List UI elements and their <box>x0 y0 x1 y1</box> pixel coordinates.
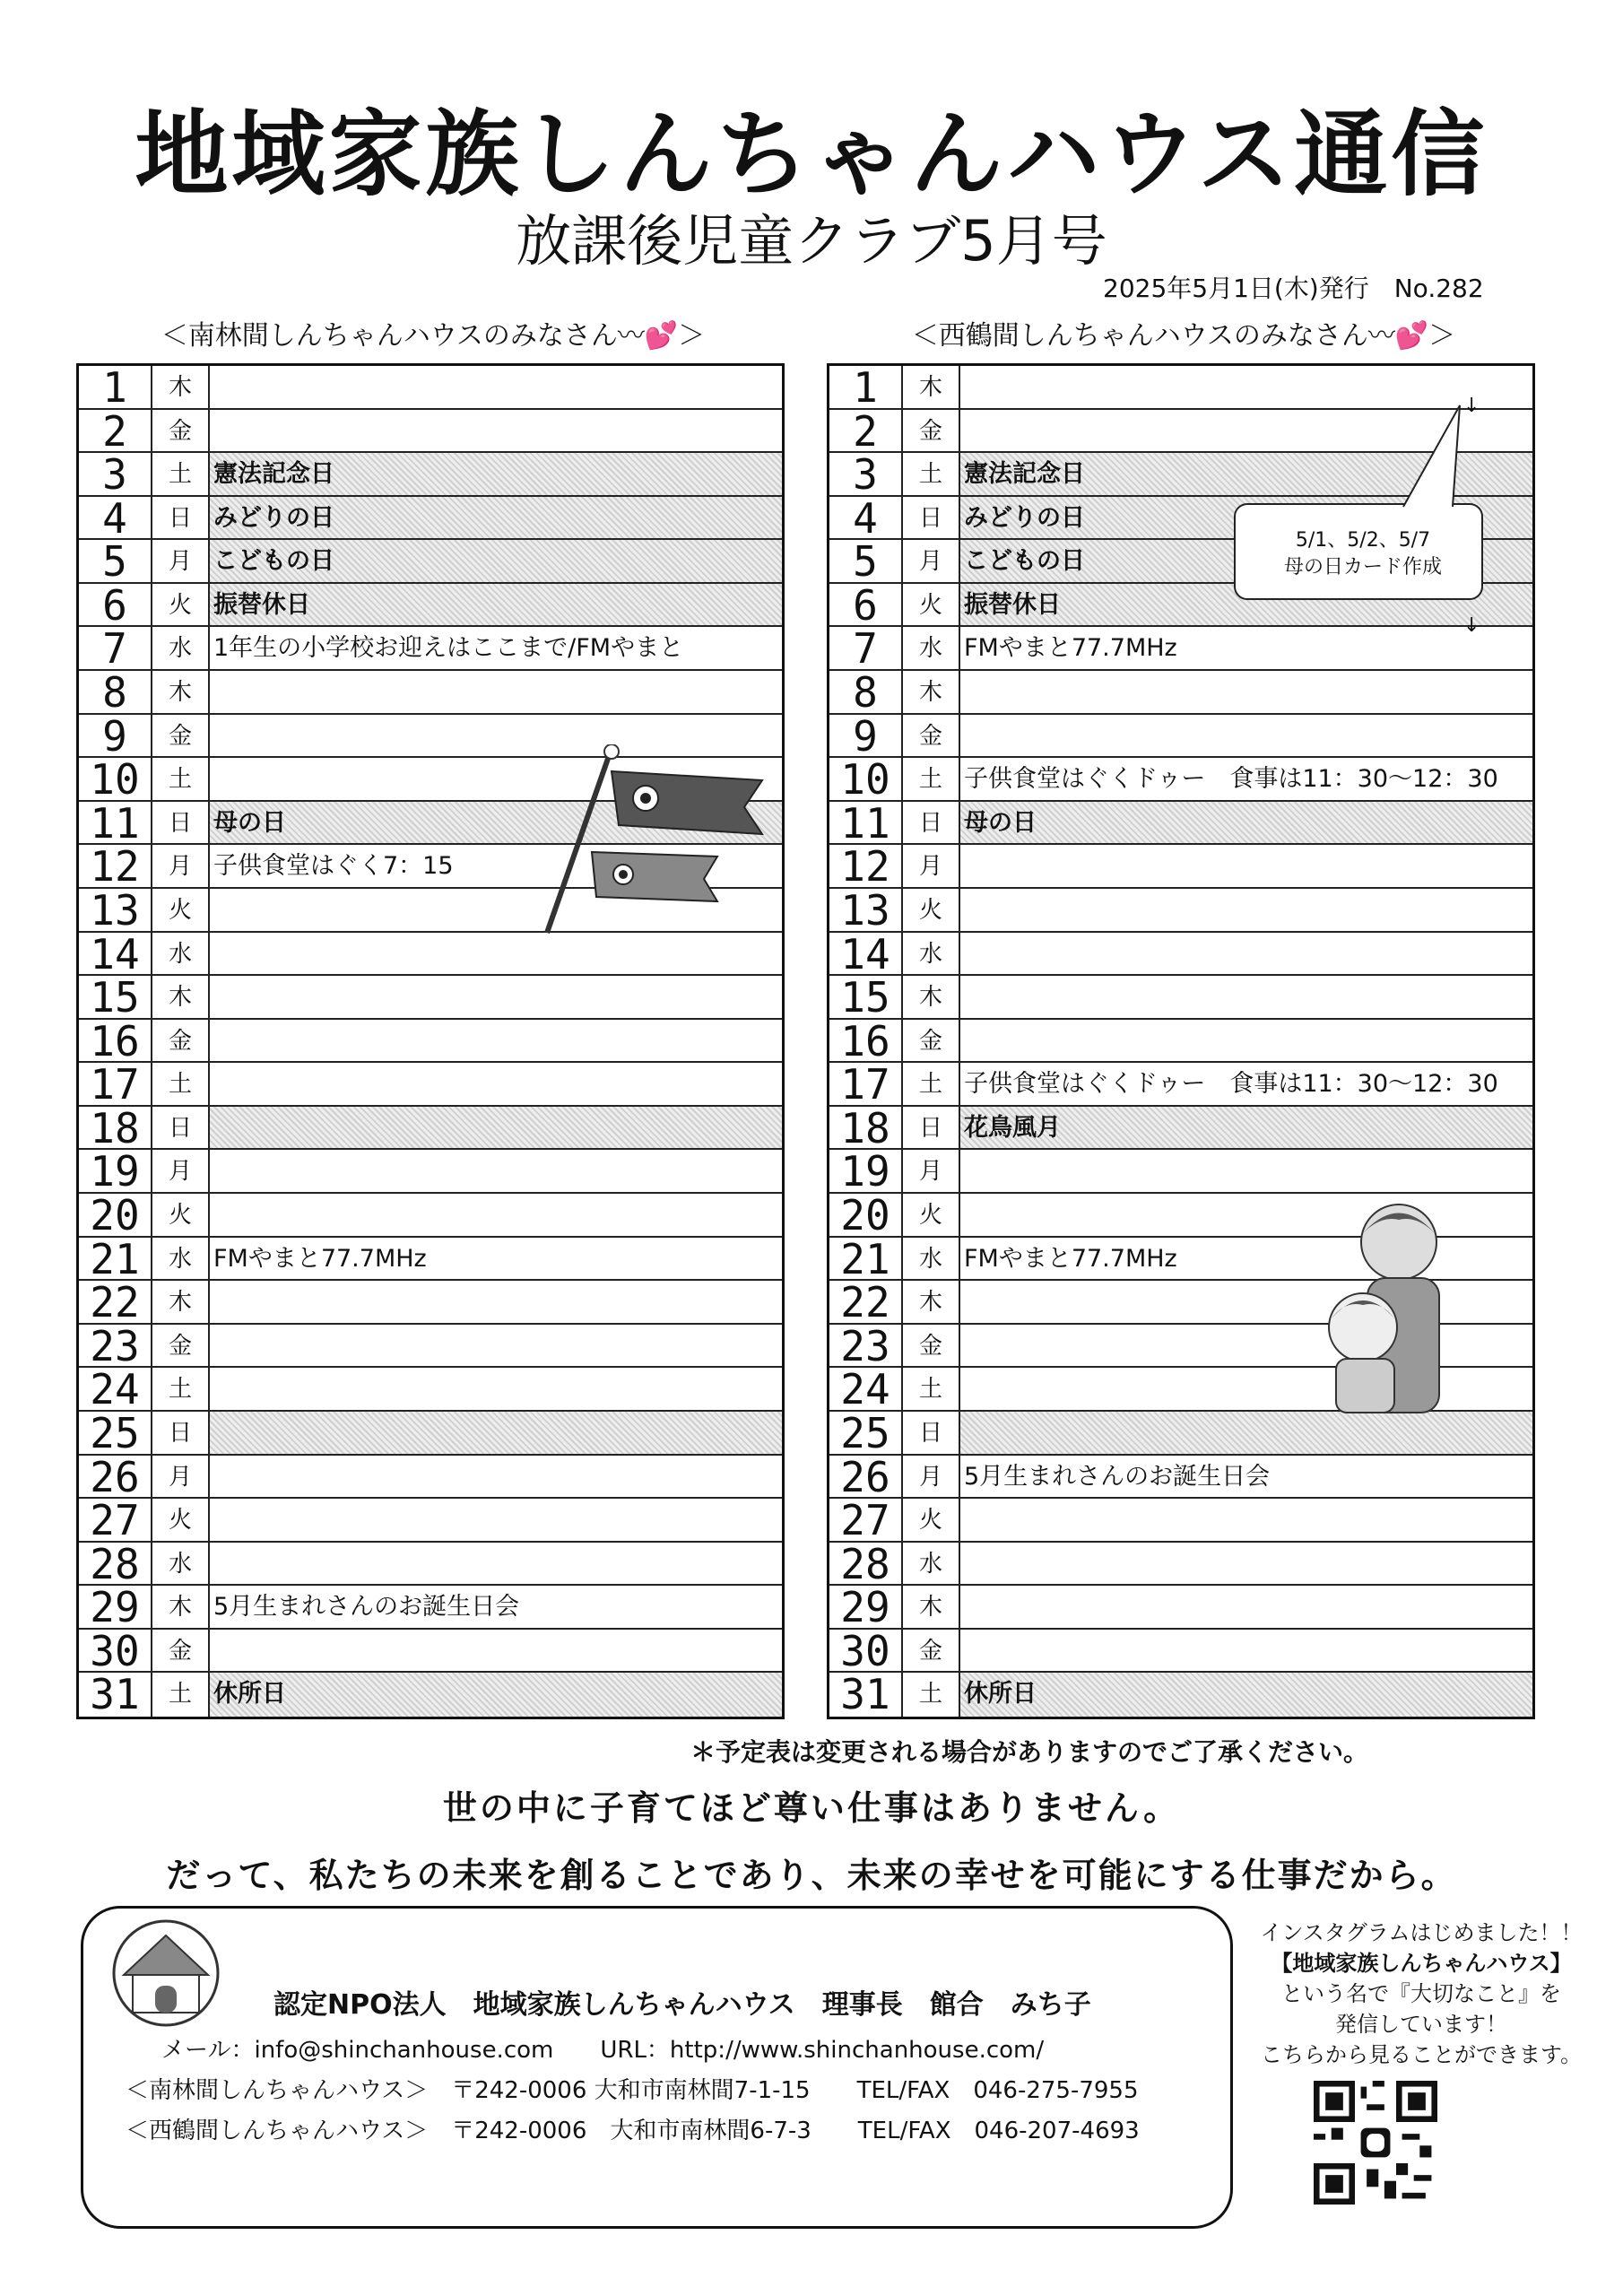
weekday: 日 <box>903 802 960 844</box>
event-text: 振替休日 <box>210 584 782 626</box>
weekday: 水 <box>152 627 210 669</box>
left-calendar-heading: ＜南林間しんちゃんハウスのみなさん〰💕＞ <box>161 320 706 352</box>
calendar-row <box>79 1060 782 1109</box>
day-number: 23 <box>829 1325 903 1367</box>
day-number: 12 <box>829 845 903 887</box>
branch-minamirinkan: ＜南林間しんちゃんハウス＞ 〒242-0006 大和市南林間7-1-15 TEL/FAX 046-275-7955 <box>126 2077 1139 2104</box>
event-text <box>213 1194 778 1236</box>
weekday: 日 <box>903 497 960 539</box>
weekday: 水 <box>903 933 960 975</box>
calendar-row <box>829 1583 1532 1632</box>
event-text: 休所日 <box>960 1673 1532 1717</box>
weekday: 月 <box>152 845 210 887</box>
day-number: 13 <box>829 889 903 931</box>
event-text <box>213 1368 778 1410</box>
day-number: 30 <box>79 1630 152 1672</box>
day-number: 4 <box>829 497 903 539</box>
event-text <box>213 366 778 408</box>
day-number: 14 <box>829 933 903 975</box>
issue-info: 2025年5月1日(木)発行 No.282 <box>1103 274 1484 303</box>
weekday: 土 <box>152 758 210 800</box>
day-number: 24 <box>79 1368 152 1410</box>
insta-line-2: 【地域家族しんちゃんハウス】 <box>1271 1951 1572 1976</box>
event-text <box>210 1107 782 1149</box>
weekday: 金 <box>903 410 960 452</box>
calendar-row <box>829 1408 1532 1457</box>
insta-line-3: という名で『大切なこと』を <box>1281 1981 1561 2006</box>
day-number: 16 <box>829 1020 903 1062</box>
weekday: 日 <box>152 802 210 844</box>
day-number: 9 <box>79 715 152 757</box>
day-number: 4 <box>79 497 152 539</box>
calendar-row <box>79 580 782 630</box>
day-number: 31 <box>829 1673 903 1717</box>
day-number: 17 <box>79 1063 152 1105</box>
event-text <box>213 1325 778 1367</box>
day-number: 19 <box>829 1150 903 1192</box>
event-text <box>213 1281 778 1323</box>
day-number: 26 <box>829 1456 903 1498</box>
day-number: 26 <box>79 1456 152 1498</box>
event-text: FMやまと77.7MHz <box>964 634 1177 663</box>
weekday: 木 <box>152 1281 210 1323</box>
callout-pointer <box>1399 395 1471 511</box>
weekday: 土 <box>903 1368 960 1410</box>
weekday: 金 <box>903 1020 960 1062</box>
weekday: 月 <box>152 1150 210 1192</box>
weekday: 月 <box>903 1456 960 1498</box>
event-text: こどもの日 <box>960 540 1532 582</box>
weekday: 水 <box>903 627 960 669</box>
event-text: 5月生まれさんのお誕生日会 <box>213 1593 520 1622</box>
day-number: 12 <box>79 845 152 887</box>
calendar-row <box>829 624 1532 674</box>
weekday: 金 <box>903 715 960 757</box>
day-number: 14 <box>79 933 152 975</box>
day-number: 3 <box>79 453 152 495</box>
day-number: 3 <box>829 453 903 495</box>
calendar-row <box>829 973 1532 1022</box>
calendar-row <box>829 1452 1532 1501</box>
callout-text <box>1251 527 1475 581</box>
day-number: 6 <box>829 584 903 626</box>
calendar-row <box>79 1539 782 1588</box>
weekday: 水 <box>152 1543 210 1585</box>
down-arrow-icon: ↓ <box>1463 614 1480 637</box>
weekday: 金 <box>152 410 210 452</box>
event-text <box>213 1150 778 1192</box>
day-number: 17 <box>829 1063 903 1105</box>
weekday: 木 <box>152 976 210 1018</box>
event-text <box>964 715 1529 757</box>
event-text <box>964 1150 1529 1192</box>
right-calendar-heading: ＜西鶴間しんちゃんハウスのみなさん〰💕＞ <box>911 320 1456 352</box>
weekday: 日 <box>152 1107 210 1149</box>
calendar-row <box>79 668 782 718</box>
day-number: 10 <box>829 758 903 800</box>
day-number: 13 <box>79 889 152 931</box>
event-text: 憲法記念日 <box>960 453 1532 495</box>
weekday: 土 <box>152 1368 210 1410</box>
calendar-row <box>829 1060 1532 1109</box>
day-number: 8 <box>79 671 152 713</box>
weekday: 木 <box>903 976 960 1018</box>
event-text <box>213 1063 778 1105</box>
calendar-row <box>829 929 1532 978</box>
weekday: 日 <box>152 1412 210 1454</box>
mother-child-illustration <box>1300 1193 1471 1417</box>
organization-name: 認定NPO法人 地域家族しんちゃんハウス 理事長 館合 みち子 <box>273 1989 1091 2021</box>
event-text <box>964 1020 1529 1062</box>
calendar-row <box>79 973 782 1022</box>
left-calendar <box>76 363 785 1719</box>
day-number: 19 <box>79 1150 152 1192</box>
day-number: 24 <box>829 1368 903 1410</box>
event-text: 母の日 <box>210 802 782 844</box>
day-number: 15 <box>829 976 903 1018</box>
weekday: 火 <box>903 1499 960 1541</box>
insta-line-4: 発信しています！ <box>1335 2012 1507 2037</box>
weekday: 金 <box>903 1630 960 1672</box>
day-number: 1 <box>829 366 903 408</box>
event-text <box>964 671 1529 713</box>
day-number: 18 <box>79 1107 152 1149</box>
weekday: 火 <box>903 1194 960 1236</box>
newsletter-title: 地域家族しんちゃんハウス通信 <box>135 100 1488 209</box>
event-text: 子供食堂はぐくドゥー 食事は11：30～12：30 <box>964 765 1498 794</box>
calendar-row <box>79 363 782 412</box>
event-text <box>964 1586 1529 1628</box>
schedule-note: ＊予定表は変更される場合がありますのでご了承ください。 <box>690 1737 1369 1767</box>
event-text: 子供食堂はぐくドゥー 食事は11：30～12：30 <box>964 1070 1498 1099</box>
weekday: 水 <box>152 1238 210 1280</box>
weekday: 火 <box>903 584 960 626</box>
day-number: 5 <box>829 540 903 582</box>
calendar-row <box>829 798 1532 848</box>
calendar-row <box>79 1234 782 1283</box>
event-text <box>213 1543 778 1585</box>
weekday: 月 <box>152 1456 210 1498</box>
event-text <box>213 976 778 1018</box>
day-number: 28 <box>829 1543 903 1585</box>
calendar-row <box>79 450 782 500</box>
day-number: 11 <box>829 802 903 844</box>
event-text <box>213 1456 778 1498</box>
event-text <box>964 889 1529 931</box>
calendar-row <box>829 1016 1532 1065</box>
day-number: 9 <box>829 715 903 757</box>
calendar-row <box>79 1147 782 1196</box>
calendar-row <box>79 406 782 456</box>
weekday: 土 <box>903 1673 960 1717</box>
weekday: 月 <box>152 540 210 582</box>
day-number: 18 <box>829 1107 903 1149</box>
day-number: 5 <box>79 540 152 582</box>
weekday: 木 <box>152 366 210 408</box>
calendar-row <box>79 1191 782 1240</box>
weekday: 土 <box>903 758 960 800</box>
day-number: 8 <box>829 671 903 713</box>
newsletter-subtitle: 放課後児童クラブ5月号 <box>516 208 1107 274</box>
calendar-row <box>829 711 1532 761</box>
weekday: 金 <box>903 1325 960 1367</box>
event-text <box>210 1412 782 1454</box>
weekday: 火 <box>152 1499 210 1541</box>
calendar-row <box>829 1626 1532 1675</box>
event-text <box>213 1499 778 1541</box>
event-text <box>213 410 778 452</box>
event-text <box>964 1499 1529 1541</box>
calendar-row <box>79 1452 782 1501</box>
weekday: 木 <box>152 671 210 713</box>
event-text: みどりの日 <box>960 497 1532 539</box>
calendar-row <box>829 1670 1532 1719</box>
contact-info: メール：info@shinchanhouse.com URL：http://www.shinchanhouse.com/ <box>161 2037 1045 2064</box>
branch-nishitsurumaki: ＜西鶴間しんちゃんハウス＞ 〒242-0006 大和市南林間6-7-3 TEL/FAX 046-207-4693 <box>126 2118 1140 2144</box>
event-text: 憲法記念日 <box>210 453 782 495</box>
event-text <box>964 933 1529 975</box>
weekday: 土 <box>152 1063 210 1105</box>
weekday: 木 <box>903 671 960 713</box>
weekday: 土 <box>152 453 210 495</box>
day-number: 21 <box>829 1238 903 1280</box>
day-number: 15 <box>79 976 152 1018</box>
day-number: 20 <box>79 1194 152 1236</box>
weekday: 水 <box>903 1238 960 1280</box>
weekday: 木 <box>903 366 960 408</box>
weekday: 月 <box>903 845 960 887</box>
day-number: 1 <box>79 366 152 408</box>
event-text <box>964 976 1529 1018</box>
day-number: 27 <box>79 1499 152 1541</box>
weekday: 火 <box>152 889 210 931</box>
calendar-row <box>79 1496 782 1545</box>
event-text: 休所日 <box>210 1673 782 1717</box>
calendar-row <box>829 1147 1532 1196</box>
calendar-row <box>79 1321 782 1370</box>
calendar-row <box>79 537 782 587</box>
calendar-row <box>79 1583 782 1632</box>
day-number: 11 <box>79 802 152 844</box>
qr-code-icon[interactable] <box>1314 2081 1437 2205</box>
weekday: 日 <box>152 497 210 539</box>
weekday: 木 <box>903 1281 960 1323</box>
footer-box <box>81 1906 1233 2229</box>
day-number: 25 <box>79 1412 152 1454</box>
calendar-row <box>829 1539 1532 1588</box>
event-text: 1年生の小学校お迎えはここまで/FMやまと <box>213 634 684 663</box>
calendar-row <box>79 1016 782 1065</box>
weekday: 土 <box>903 453 960 495</box>
event-text: こどもの日 <box>210 540 782 582</box>
calendar-row <box>79 1626 782 1675</box>
insta-line-1: インスタグラムはじめました！！ <box>1260 1920 1583 1945</box>
slogan-line-1: 世の中に子育てほど尊い仕事はありません。 <box>442 1788 1181 1828</box>
day-number: 31 <box>79 1673 152 1717</box>
event-text: 振替休日 <box>960 584 1532 626</box>
weekday: 水 <box>152 933 210 975</box>
weekday: 木 <box>903 1586 960 1628</box>
weekday: 月 <box>903 1150 960 1192</box>
day-number: 28 <box>79 1543 152 1585</box>
day-number: 6 <box>79 584 152 626</box>
weekday: 金 <box>152 1630 210 1672</box>
weekday: 日 <box>903 1412 960 1454</box>
day-number: 29 <box>79 1586 152 1628</box>
day-number: 22 <box>79 1281 152 1323</box>
event-text <box>964 845 1529 887</box>
calendar-row <box>829 755 1532 804</box>
day-number: 10 <box>79 758 152 800</box>
calendar-row <box>829 842 1532 891</box>
weekday: 火 <box>152 1194 210 1236</box>
weekday: 土 <box>903 1063 960 1105</box>
day-number: 7 <box>829 627 903 669</box>
event-text: FMやまと77.7MHz <box>213 1244 427 1273</box>
day-number: 30 <box>829 1630 903 1672</box>
callout-line-2: 母の日カード作成 <box>1283 556 1442 578</box>
event-text: FMやまと77.7MHz <box>964 1244 1177 1273</box>
day-number: 16 <box>79 1020 152 1062</box>
calendar-row <box>79 493 782 543</box>
day-number: 22 <box>829 1281 903 1323</box>
calendar-row <box>829 885 1532 935</box>
calendar-row <box>79 624 782 674</box>
day-number: 2 <box>829 410 903 452</box>
day-number: 21 <box>79 1238 152 1280</box>
weekday: 金 <box>152 1325 210 1367</box>
event-text <box>964 1543 1529 1585</box>
weekday: 火 <box>903 889 960 931</box>
day-number: 2 <box>79 410 152 452</box>
calendar-row <box>79 1103 782 1152</box>
down-arrow-icon: ↓ <box>1463 395 1480 417</box>
callout-line-1: 5/1、5/2、5/7 <box>1295 529 1431 552</box>
weekday: 月 <box>903 540 960 582</box>
calendar-row <box>829 1496 1532 1545</box>
day-number: 23 <box>79 1325 152 1367</box>
event-text <box>960 1412 1532 1454</box>
event-text: 5月生まれさんのお誕生日会 <box>964 1462 1271 1491</box>
day-number: 20 <box>829 1194 903 1236</box>
event-text <box>213 1630 778 1672</box>
instagram-notice <box>1242 1918 1601 2070</box>
weekday: 金 <box>152 1020 210 1062</box>
calendar-row <box>829 1103 1532 1152</box>
weekday: 火 <box>152 584 210 626</box>
calendar-row <box>79 1278 782 1327</box>
weekday: 日 <box>903 1107 960 1149</box>
day-number: 25 <box>829 1412 903 1454</box>
weekday: 土 <box>152 1673 210 1717</box>
insta-line-5: こちらから見ることができます。 <box>1260 2042 1583 2067</box>
koinobori-illustration <box>538 744 780 951</box>
event-text: 花鳥風月 <box>960 1107 1532 1149</box>
event-text <box>964 1630 1529 1672</box>
slogan-line-2: だって、私たちの未来を創ることであり、未来の幸せを可能にする仕事だから。 <box>166 1856 1457 1895</box>
event-text: 母の日 <box>960 802 1532 844</box>
event-text: 子供食堂はぐく7：15 <box>213 852 454 881</box>
day-number: 27 <box>829 1499 903 1541</box>
calendar-row <box>79 1670 782 1719</box>
calendar-row <box>79 1408 782 1457</box>
house-logo <box>106 1919 227 2027</box>
day-number: 29 <box>829 1586 903 1628</box>
weekday: 水 <box>903 1543 960 1585</box>
event-text <box>213 1020 778 1062</box>
weekday: 木 <box>152 1586 210 1628</box>
calendar-row <box>829 668 1532 718</box>
event-text <box>213 671 778 713</box>
event-text: みどりの日 <box>210 497 782 539</box>
day-number: 7 <box>79 627 152 669</box>
weekday: 金 <box>152 715 210 757</box>
calendar-row <box>79 1365 782 1414</box>
